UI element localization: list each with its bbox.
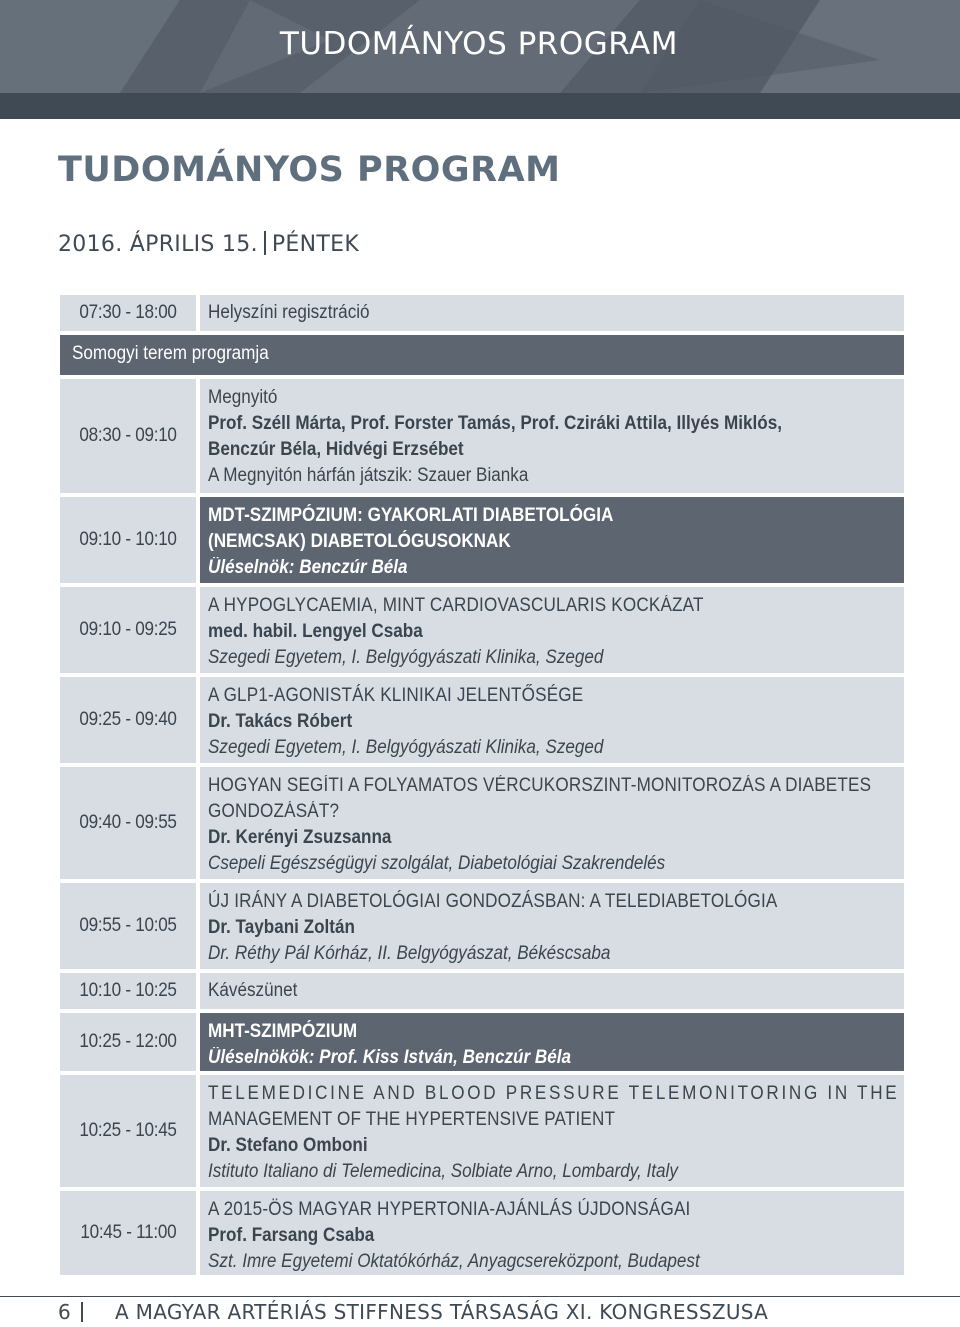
time-cell: 09:10 - 10:10 [60,497,196,583]
time-cell: 09:10 - 09:25 [60,587,196,673]
talk-cell [200,883,904,969]
mdt-title-2: (NEMCSAK) DIABETOLÓGUSOKNAK [208,531,511,552]
time-cell: 10:45 - 11:00 [60,1191,196,1275]
mht-title: MHT-SZIMPÓZIUM [208,1021,358,1042]
time-cell: 08:30 - 09:10 [60,379,196,493]
talk-cell [200,1191,904,1275]
break-cell [200,973,904,1009]
weekday: PÉNTEK [271,232,360,257]
time-cell: 10:10 - 10:25 [60,973,196,1009]
opening-note: A Megnyitón hárfán játszik: Szauer Bianka [208,465,529,486]
talk-cell [200,1075,904,1187]
date-separator [264,231,266,255]
opening-speakers-1: Prof. Széll Márta, Prof. Forster Tamás, Prof. Cziráki Attila, Illyés Miklós, [208,413,782,434]
talk-title-1: TELEMEDICINE AND BLOOD PRESSURE TELEMONITORING IN THE [208,1083,900,1104]
talk-affiliation: Szegedi Egyetem, I. Belgyógyászati Klinika, Szeged [208,737,604,758]
time-cell: 10:25 - 10:45 [60,1075,196,1187]
mht-symposium-cell [200,1013,904,1071]
talk-speaker: Dr. Taybani Zoltán [208,917,355,938]
schedule-table [60,295,900,1275]
time-cell: 09:40 - 09:55 [60,767,196,879]
date: 2016. ÁPRILIS 15. [58,232,258,257]
talk-title: ÚJ IRÁNY A DIABETOLÓGIAI GONDOZÁSBAN: A TELEDIABETOLÓGIA [208,891,778,912]
footer [58,1300,768,1324]
talk-affiliation: Istituto Italiano di Telemedicina, Solbiate Arno, Lombardy, Italy [208,1161,678,1182]
opening-title: Megnyitó [208,387,278,408]
talk-cell [200,587,904,673]
time-cell: 10:25 - 12:00 [60,1013,196,1071]
header-bar [0,93,960,119]
talk-speaker: Dr. Takács Róbert [208,711,353,732]
talk-affiliation: Szegedi Egyetem, I. Belgyógyászati Klinika, Szeged [208,647,604,668]
talk-affiliation: Csepeli Egészségügyi szolgálat, Diabetológiai Szakrendelés [208,853,666,874]
mdt-chair: Üléselnök: Benczúr Béla [208,557,408,578]
talk-affiliation: Dr. Réthy Pál Kórház, II. Belgyógyászat, Békéscsaba [208,943,611,964]
talk-speaker: Dr. Stefano Omboni [208,1135,368,1156]
date-line [58,231,359,257]
talk-title-2: GONDOZÁSÁT? [208,801,340,822]
footer-text: A MAGYAR ARTÉRIÁS STIFFNESS TÁRSASÁG XI. KONGRESSZUSA [115,1300,769,1324]
registration-cell [200,295,904,331]
talk-title: A GLP1-AGONISTÁK KLINIKAI JELENTŐSÉGE [208,685,584,706]
section-header-somogyi: Somogyi terem programja [60,335,904,375]
footer-rule [0,1296,960,1297]
talk-speaker: Prof. Farsang Csaba [208,1225,375,1246]
talk-speaker: med. habil. Lengyel Csaba [208,621,423,642]
footer-separator [81,1302,83,1322]
registration-text: Helyszíni regisztráció [208,302,370,323]
talk-affiliation: Szt. Imre Egyetemi Oktatókórház, Anyagcsereközpont, Budapest [208,1251,700,1272]
talk-title: A HYPOGLYCAEMIA, MINT CARDIOVASCULARIS KOCKÁZAT [208,595,704,616]
time-cell: 09:55 - 10:05 [60,883,196,969]
talk-title-2: MANAGEMENT OF THE HYPERTENSIVE PATIENT [208,1109,616,1130]
page-number: 6 [58,1300,72,1324]
mdt-symposium-cell [200,497,904,583]
talk-title: A 2015-ÖS MAGYAR HYPERTONIA-AJÁNLÁS ÚJDONSÁGAI [208,1199,691,1220]
break-text: Kávészünet [208,980,298,1001]
talk-title-1: HOGYAN SEGÍTI A FOLYAMATOS VÉRCUKORSZINT-MONITOROZÁS A DIABETES [208,775,872,796]
opening-speakers-2: Benczúr Béla, Hidvégi Erzsébet [208,439,464,460]
talk-cell [200,677,904,763]
mdt-title-1: MDT-SZIMPÓZIUM: GYAKORLATI DIABETOLÓGIA [208,505,614,526]
time-cell: 09:25 - 09:40 [60,677,196,763]
header-banner [0,0,960,93]
banner-title: TUDOMÁNYOS PROGRAM [279,26,678,62]
time-cell: 07:30 - 18:00 [60,295,196,331]
mht-chairs: Üléselnökök: Prof. Kiss István, Benczúr Béla [208,1047,572,1068]
opening-cell [200,379,904,493]
page-title: TUDOMÁNYOS PROGRAM [58,150,561,190]
talk-speaker: Dr. Kerényi Zsuzsanna [208,827,392,848]
talk-cell [200,767,904,879]
